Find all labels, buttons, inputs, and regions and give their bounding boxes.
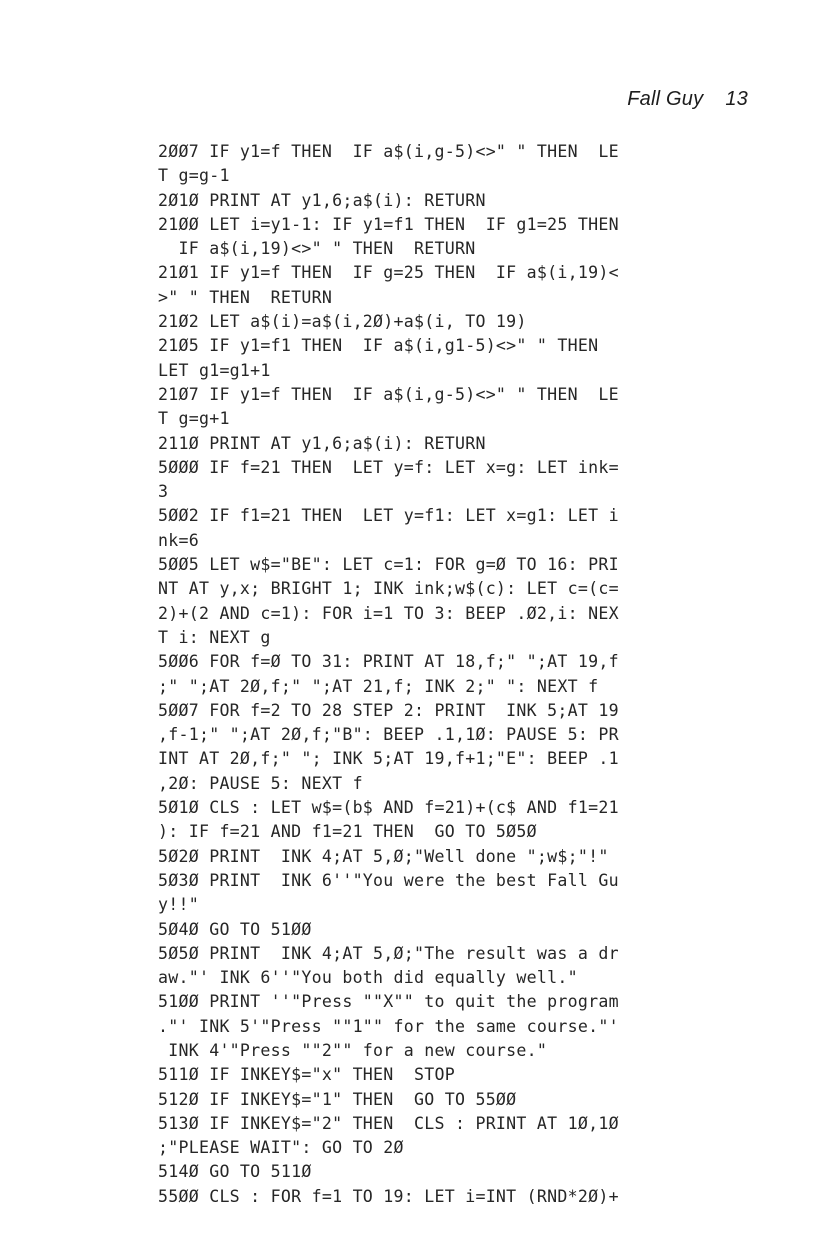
code-line: y!!" bbox=[158, 895, 199, 915]
program-listing bbox=[158, 140, 758, 1209]
code-line: ;" ";AT 2Ø,f;" ";AT 21,f; INK 2;" ": NEXT f bbox=[158, 676, 599, 696]
code-line: T i: NEXT g bbox=[158, 627, 271, 647]
code-line: 5ØØØ IF f=21 THEN LET y=f: LET x=g: LET ink= bbox=[158, 457, 619, 477]
code-line: LET g1=g1+1 bbox=[158, 360, 271, 380]
code-line: 21Ø1 IF y1=f THEN IF g=25 THEN IF a$(i,19)< bbox=[158, 263, 619, 283]
code-line: INK 4'"Press ""2"" for a new course." bbox=[158, 1040, 548, 1060]
code-line: 21Ø7 IF y1=f THEN IF a$(i,g-5)<>" " THEN LE bbox=[158, 384, 619, 404]
code-line: ."' INK 5'"Press ""1"" for the same course."' bbox=[158, 1016, 619, 1036]
code-line: NT AT y,x; BRIGHT 1; INK ink;w$(c): LET c=(c= bbox=[158, 579, 619, 599]
code-line: ,f-1;" ";AT 2Ø,f;"B": BEEP .1,1Ø: PAUSE 5: PR bbox=[158, 725, 619, 745]
code-line: 211Ø PRINT AT y1,6;a$(i): RETURN bbox=[158, 433, 486, 453]
code-line: 21Ø2 LET a$(i)=a$(i,2Ø)+a$(i, TO 19) bbox=[158, 312, 527, 332]
page-header bbox=[627, 88, 748, 111]
code-line: ;"PLEASE WAIT": GO TO 2Ø bbox=[158, 1138, 404, 1158]
code-line: 5Ø5Ø PRINT INK 4;AT 5,Ø;"The result was a dr bbox=[158, 943, 619, 963]
code-line: ,2Ø: PAUSE 5: NEXT f bbox=[158, 773, 363, 793]
code-line: 3 bbox=[158, 482, 169, 502]
code-line: 51ØØ PRINT ''"Press ""X"" to quit the program bbox=[158, 992, 619, 1012]
code-line: aw."' INK 6''"You both did equally well." bbox=[158, 968, 578, 988]
code-line: 5Ø4Ø GO TO 51ØØ bbox=[158, 919, 312, 939]
running-title: Fall Guy bbox=[627, 88, 704, 110]
code-line: ): IF f=21 AND f1=21 THEN GO TO 5Ø5Ø bbox=[158, 822, 537, 842]
code-line: nk=6 bbox=[158, 530, 199, 550]
code-line: 513Ø IF INKEY$="2" THEN CLS : PRINT AT 1Ø,1Ø bbox=[158, 1113, 619, 1133]
code-line: 511Ø IF INKEY$="x" THEN STOP bbox=[158, 1065, 455, 1085]
code-line: 5ØØ2 IF f1=21 THEN LET y=f1: LET x=g1: LET i bbox=[158, 506, 619, 526]
code-line: 55ØØ CLS : FOR f=1 TO 19: LET i=INT (RND*2Ø)+ bbox=[158, 1186, 619, 1206]
code-line: 2Ø1Ø PRINT AT y1,6;a$(i): RETURN bbox=[158, 190, 486, 210]
code-line: 2ØØ7 IF y1=f THEN IF a$(i,g-5)<>" " THEN LE bbox=[158, 142, 619, 161]
code-line: INT AT 2Ø,f;" "; INK 5;AT 19,f+1;"E": BEEP .1 bbox=[158, 749, 619, 769]
code-line: 5ØØ5 LET w$="BE": LET c=1: FOR g=Ø TO 16: PRI bbox=[158, 555, 619, 575]
code-line: 5ØØ7 FOR f=2 TO 28 STEP 2: PRINT INK 5;AT 19 bbox=[158, 700, 619, 720]
code-line: 21Ø5 IF y1=f1 THEN IF a$(i,g1-5)<>" " THEN bbox=[158, 336, 599, 356]
code-line: >" " THEN RETURN bbox=[158, 287, 333, 307]
page-number: 13 bbox=[725, 88, 748, 110]
code-line: 2)+(2 AND c=1): FOR i=1 TO 3: BEEP .Ø2,i: NEX bbox=[158, 603, 619, 623]
code-line: 512Ø IF INKEY$="1" THEN GO TO 55ØØ bbox=[158, 1089, 517, 1109]
code-line: 514Ø GO TO 511Ø bbox=[158, 1162, 312, 1182]
code-line: T g=g+1 bbox=[158, 409, 230, 429]
code-line: IF a$(i,19)<>" " THEN RETURN bbox=[158, 239, 476, 259]
code-line: T g=g-1 bbox=[158, 166, 230, 186]
code-line: 5Ø3Ø PRINT INK 6''"You were the best Fall Gu bbox=[158, 870, 619, 890]
code-line: 21ØØ LET i=y1-1: IF y1=f1 THEN IF g1=25 THEN bbox=[158, 214, 619, 234]
code-line: 5Ø1Ø CLS : LET w$=(b$ AND f=21)+(c$ AND f1=21 bbox=[158, 798, 619, 818]
code-line: 5Ø2Ø PRINT INK 4;AT 5,Ø;"Well done ";w$;"!" bbox=[158, 846, 609, 866]
code-line: 5ØØ6 FOR f=Ø TO 31: PRINT AT 18,f;" ";AT 19,f bbox=[158, 652, 619, 672]
